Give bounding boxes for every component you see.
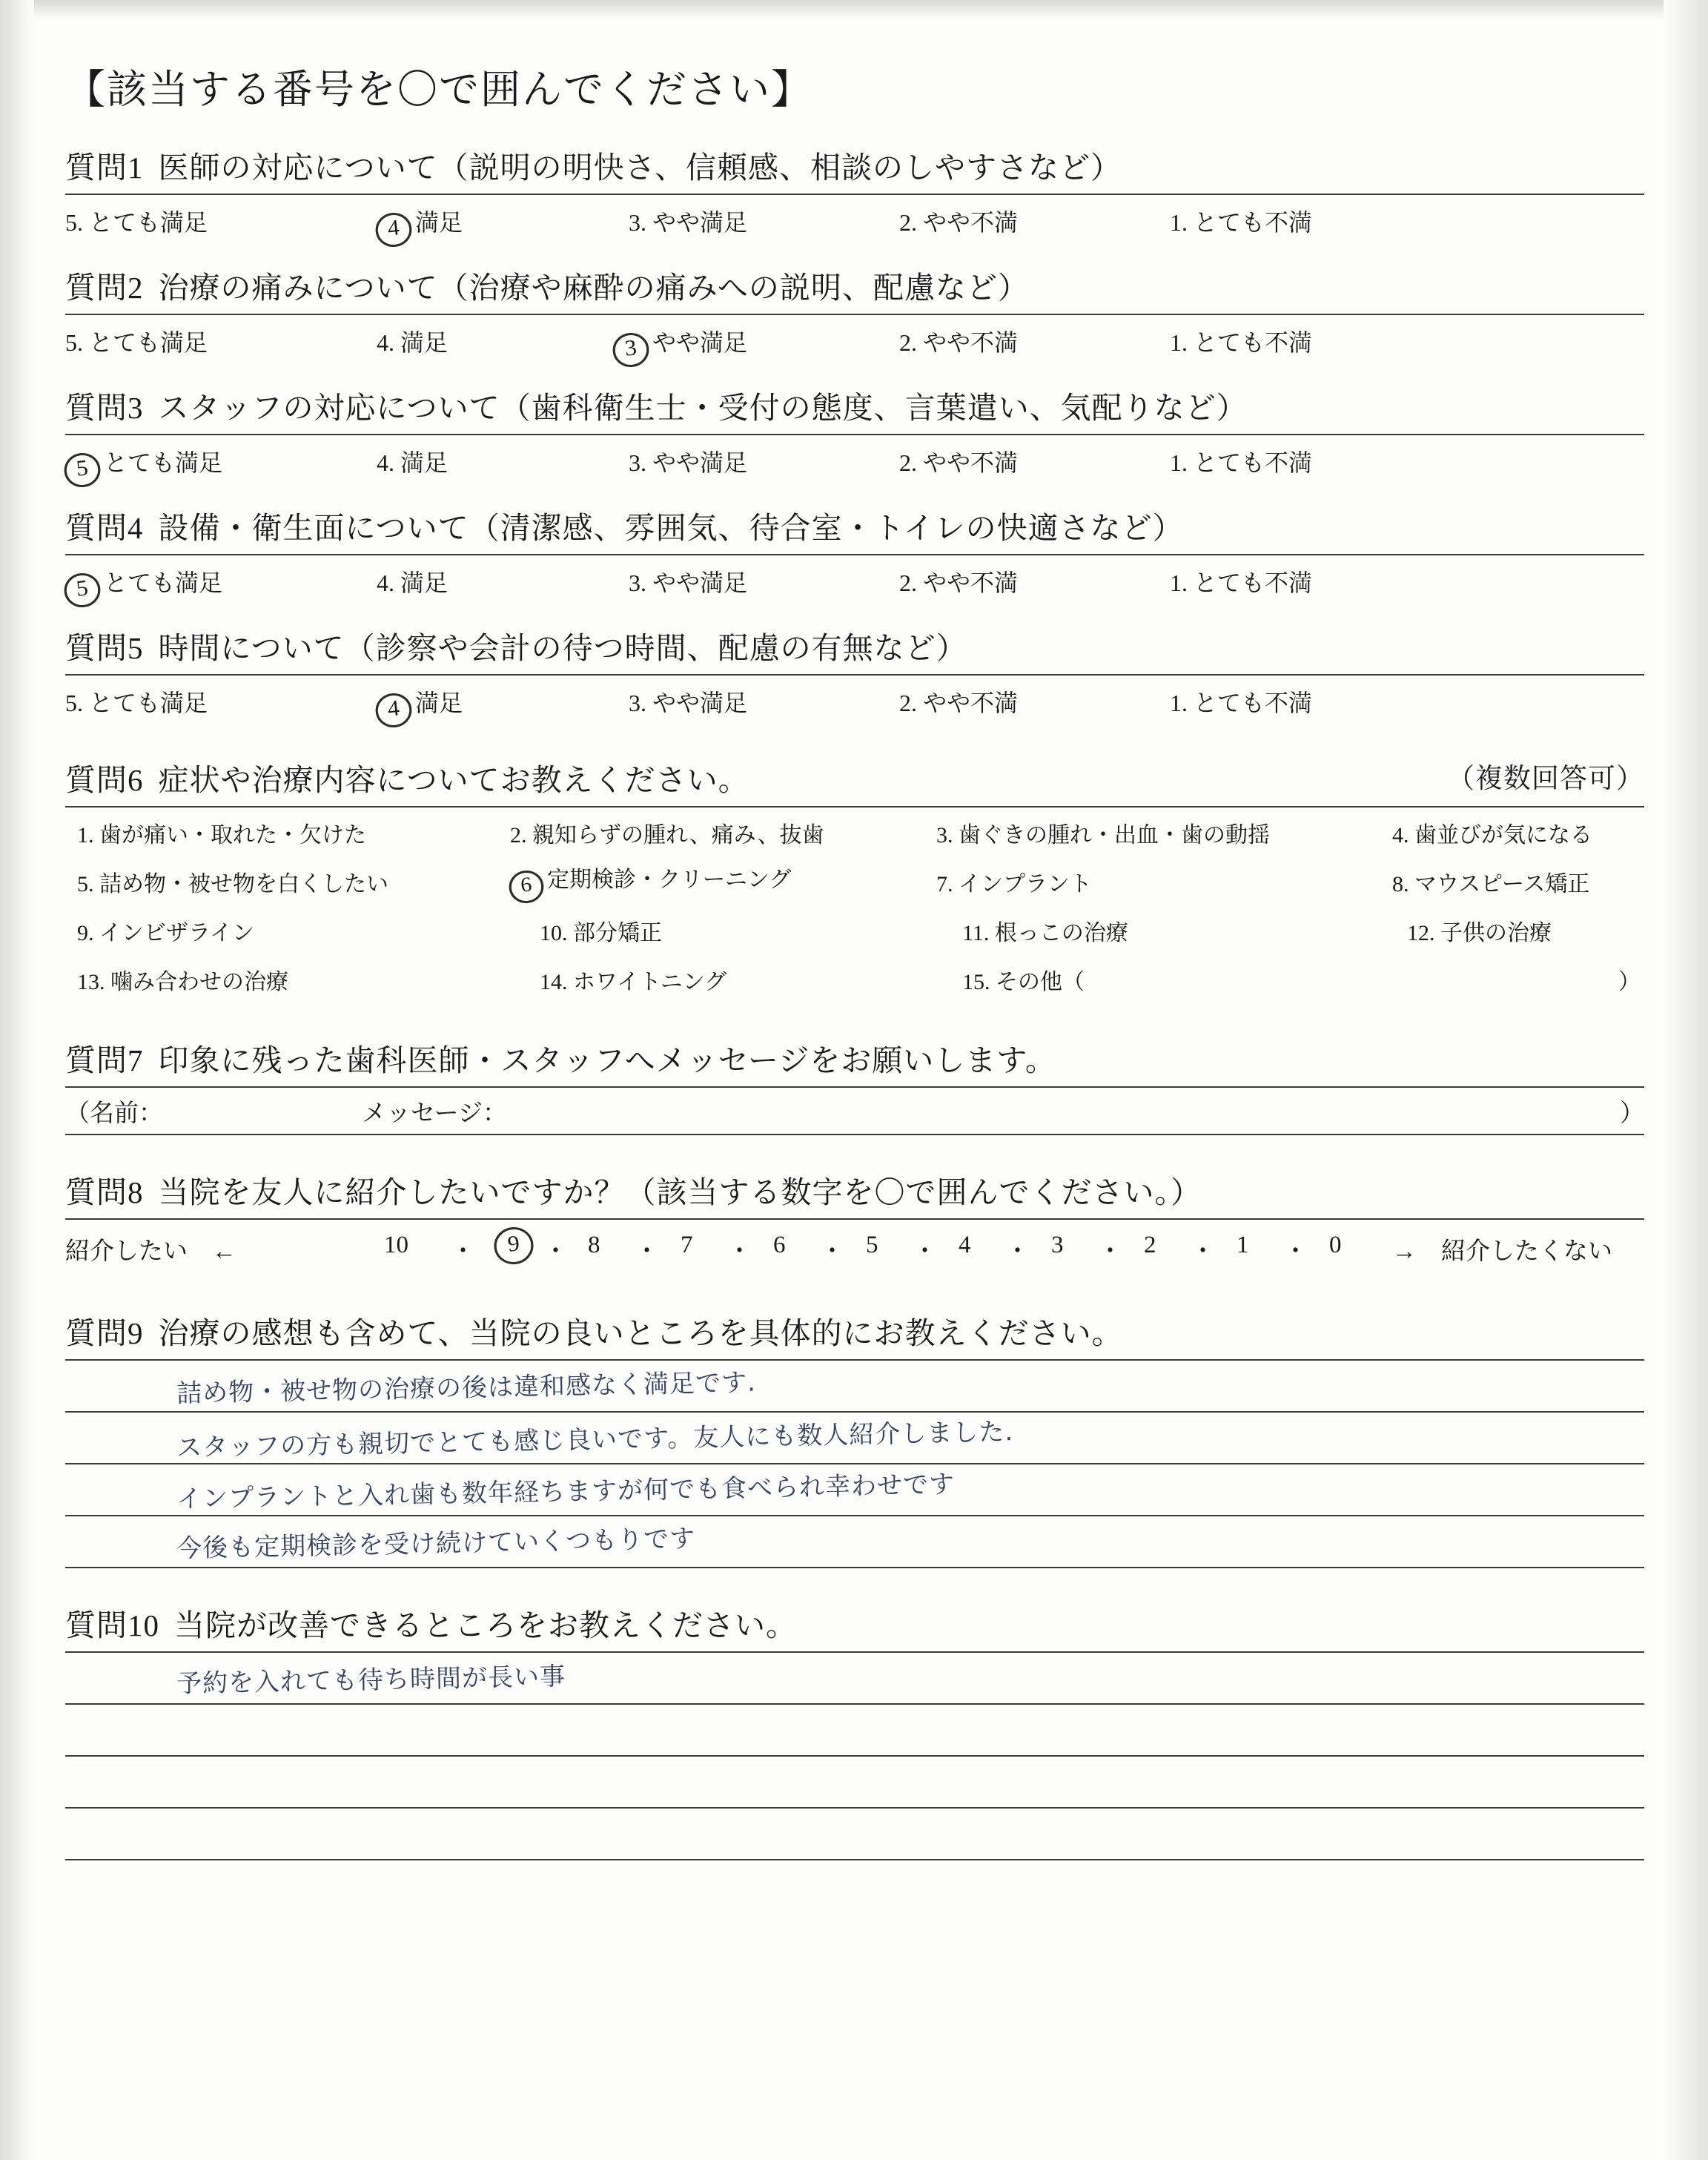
scale-option-3-text: やや満足	[652, 329, 748, 356]
question-5-text: 時間について（診察や会計の待つ時間、配慮の有無など）	[158, 631, 967, 665]
nps-dot: ・	[1005, 1238, 1030, 1265]
scale-option-3[interactable]: 3. やや満足	[629, 569, 748, 596]
question-6-heading	[65, 756, 1644, 806]
scale-option-2[interactable]: 2. やや不満	[899, 569, 1019, 596]
handwritten-answer: 今後も定期検診を受け続けていくつもりです	[176, 1524, 696, 1564]
circle-mark: 4	[374, 211, 413, 249]
answer-line[interactable]	[65, 1757, 1644, 1809]
question-9-text: 治療の感想も含めて、当院の良いところを具体的にお教えください。	[158, 1316, 1123, 1350]
question-9-label: 質問9	[65, 1316, 144, 1350]
question-block-1	[65, 143, 1644, 244]
scale-option-4-selected[interactable]	[377, 204, 463, 247]
circle-mark: 4	[374, 692, 413, 730]
scale-option-4-text: 満足	[415, 209, 463, 236]
question-7-answer-row[interactable]	[65, 1088, 1644, 1134]
circle-mark: 5	[62, 572, 102, 610]
question-3-scale	[65, 440, 1644, 484]
scale-option-2[interactable]: 2. やや不満	[899, 329, 1019, 356]
nps-option-4[interactable]: 4	[959, 1232, 971, 1258]
scale-option-4[interactable]: 4. 満足	[377, 329, 448, 356]
question-2-heading	[65, 263, 1644, 314]
answer-line[interactable]	[65, 1464, 1644, 1516]
scale-option-1[interactable]: 1. とても不満	[1170, 329, 1313, 356]
question-8-heading	[65, 1168, 1644, 1218]
option-5[interactable]: 5. 詰め物・被せ物を白くしたい	[77, 872, 388, 896]
question-1-label: 質問1	[65, 151, 144, 185]
question-1-scale	[65, 199, 1644, 244]
scale-option-3[interactable]: 3. やや満足	[629, 209, 748, 236]
scale-option-5-selected[interactable]	[65, 444, 222, 487]
question-6-options	[65, 816, 1644, 1009]
scale-option-3[interactable]: 3. やや満足	[629, 690, 748, 716]
question-3-heading	[65, 383, 1644, 434]
nps-option-10[interactable]: 10	[384, 1232, 408, 1258]
question-2-label: 質問2	[65, 271, 144, 305]
question-1-heading	[65, 143, 1644, 194]
circle-mark: 9	[492, 1225, 535, 1266]
question-6-label: 質問6	[65, 763, 144, 797]
nps-option-8[interactable]: 8	[588, 1232, 600, 1258]
divider	[65, 314, 1644, 315]
scan-edge-right	[1664, 0, 1708, 2160]
question-block-7	[65, 1036, 1644, 1135]
scale-option-5-selected[interactable]	[65, 564, 222, 607]
nps-dot: ・	[635, 1238, 659, 1265]
handwritten-answer: 予約を入れても待ち時間が長い事	[176, 1661, 566, 1700]
scale-option-2[interactable]: 2. やや不満	[899, 690, 1019, 716]
nps-left-label: 紹介したい ←	[65, 1238, 236, 1265]
nps-option-5[interactable]: 5	[866, 1232, 878, 1258]
circle-mark: 6	[508, 869, 546, 905]
question-8-text: 当院を友人に紹介したいですか？（該当する数字を〇で囲んでください。）	[158, 1175, 1202, 1209]
page-title: 【該当する番号を〇で囲んでください】	[65, 67, 812, 112]
close-paren: ）	[1620, 1100, 1644, 1127]
question-7-label: 質問7	[65, 1043, 144, 1077]
scale-option-1[interactable]: 1. とても不満	[1170, 449, 1313, 476]
nps-dot: ・	[913, 1238, 937, 1265]
scale-option-4-selected[interactable]	[377, 684, 463, 727]
question-5-heading	[65, 624, 1644, 674]
option-2[interactable]: 2. 親知らずの腫れ、痛み、抜歯	[510, 823, 824, 848]
question-block-9	[65, 1309, 1644, 1568]
nps-dot: ・	[727, 1238, 752, 1265]
question-9-heading	[65, 1309, 1644, 1359]
question-block-8	[65, 1168, 1644, 1275]
scale-option-2[interactable]: 2. やや不満	[899, 449, 1019, 476]
question-10-label: 質問10	[65, 1608, 159, 1642]
option-10[interactable]: 10. 部分矯正	[540, 921, 662, 945]
option-13[interactable]: 13. 噛み合わせの治療	[77, 970, 288, 994]
nps-dot: ・	[451, 1238, 475, 1265]
divider	[65, 434, 1644, 435]
option-7[interactable]: 7. インプラント	[936, 872, 1092, 896]
option-12[interactable]: 12. 子供の治療	[1407, 921, 1552, 945]
scale-option-4[interactable]: 4. 満足	[377, 449, 448, 476]
scale-option-5-text: とても満足	[104, 449, 223, 476]
scale-option-4[interactable]: 4. 満足	[377, 569, 448, 596]
question-block-10	[65, 1601, 1644, 1860]
nps-option-6[interactable]: 6	[773, 1232, 786, 1258]
handwritten-answer: インプラントと入れ歯も数年経ちますが何でも食べられ幸わせです	[176, 1469, 956, 1515]
question-8-scale	[65, 1226, 1644, 1275]
divider	[65, 1218, 1644, 1220]
nps-dot: ・	[543, 1238, 568, 1265]
circle-mark: 5	[62, 452, 102, 489]
divider	[65, 674, 1644, 676]
question-2-text: 治療の痛みについて（治療や麻酔の痛みへの説明、配慮など）	[158, 271, 1029, 305]
question-5-label: 質問5	[65, 631, 144, 665]
option-6-selected[interactable]: 6 定期検診・クリーニング	[510, 861, 791, 903]
option-4[interactable]: 4. 歯並びが気になる	[1392, 823, 1592, 848]
question-3-label: 質問3	[65, 391, 144, 425]
answer-line[interactable]	[65, 1516, 1644, 1568]
name-field-label: （名前：	[65, 1100, 163, 1127]
divider	[65, 554, 1644, 555]
question-8-label: 質問8	[65, 1175, 144, 1209]
question-5-scale	[65, 680, 1644, 724]
circle-mark: 3	[611, 331, 650, 369]
scale-option-3-selected[interactable]	[614, 324, 747, 367]
option-14[interactable]: 14. ホワイトニング	[540, 970, 727, 994]
question-10-text: 当院が改善できるところをお教えください。	[174, 1608, 797, 1642]
option-15[interactable]: 15. その他（	[962, 970, 1085, 994]
question-7-text: 印象に残った歯科医師・スタッフへメッセージをお願いします。	[158, 1043, 1056, 1077]
question-4-text: 設備・衛生面について（清潔感、雰囲気、待合室・トイレの快適さなど）	[158, 511, 1184, 545]
nps-option-9-selected[interactable]	[495, 1226, 537, 1264]
question-block-5	[65, 624, 1644, 724]
question-4-scale	[65, 560, 1644, 604]
scale-option-5[interactable]: 5. とても満足	[65, 329, 208, 356]
handwritten-answer: 詰め物・被せ物の治療の後は違和感なく満足です.	[176, 1367, 757, 1409]
option-11[interactable]: 11. 根っこの治療	[962, 921, 1128, 945]
scale-option-2[interactable]: 2. やや不満	[899, 209, 1019, 236]
question-4-heading	[65, 503, 1644, 554]
answer-line[interactable]	[65, 1413, 1644, 1464]
scan-edge-left	[0, 0, 34, 2160]
answer-line[interactable]	[65, 1809, 1644, 1860]
question-block-4	[65, 503, 1644, 604]
question-block-6	[65, 756, 1644, 1009]
nps-option-2[interactable]: 2	[1144, 1232, 1156, 1258]
option-8[interactable]: 8. マウスピース矯正	[1392, 872, 1590, 896]
survey-content	[65, 58, 1644, 1880]
question-3-text: スタッフの対応について（歯科衛生士・受付の態度、言葉遣い、気配りなど）	[158, 391, 1248, 425]
answer-line[interactable]	[65, 1361, 1644, 1413]
question-block-3	[65, 383, 1644, 484]
scale-option-5-text: とても満足	[104, 569, 223, 596]
question-7-heading	[65, 1036, 1644, 1086]
nps-dot: ・	[820, 1238, 844, 1265]
answer-line[interactable]	[65, 1653, 1644, 1705]
scan-edge-top	[0, 0, 1708, 19]
question-1-text: 医師の対応について（説明の明快さ、信頼感、相談のしやすさなど）	[158, 151, 1122, 185]
nps-dot: ・	[1283, 1238, 1308, 1265]
question-block-2	[65, 263, 1644, 364]
nps-dot: ・	[1191, 1238, 1215, 1265]
nps-option-1[interactable]: 1	[1237, 1232, 1249, 1258]
scale-option-5[interactable]: 5. とても満足	[65, 209, 208, 236]
question-2-scale	[65, 320, 1644, 364]
answer-line[interactable]	[65, 1705, 1644, 1757]
message-field-label: メッセージ：	[362, 1100, 508, 1127]
nps-option-7[interactable]: 7	[681, 1232, 693, 1258]
scale-option-1[interactable]: 1. とても不満	[1170, 569, 1313, 596]
nps-option-0[interactable]: 0	[1329, 1232, 1342, 1258]
scale-option-1[interactable]: 1. とても不満	[1170, 690, 1313, 716]
option-15-close: ）	[1618, 970, 1641, 994]
nps-right-label: → 紹介したくない	[1392, 1238, 1612, 1265]
scale-option-4-text: 満足	[415, 690, 463, 716]
scale-option-3[interactable]: 3. やや満足	[629, 449, 748, 476]
question-6-text: 症状や治療内容についてお教えください。	[158, 763, 749, 797]
nps-dot: ・	[1098, 1238, 1122, 1265]
scale-option-5[interactable]: 5. とても満足	[65, 690, 208, 716]
option-9[interactable]: 9. インビザライン	[77, 921, 255, 945]
question-10-heading	[65, 1601, 1644, 1651]
divider	[65, 1134, 1644, 1135]
scale-option-1[interactable]: 1. とても不満	[1170, 209, 1313, 236]
divider	[65, 194, 1644, 195]
nps-option-3[interactable]: 3	[1051, 1232, 1064, 1258]
question-6-note: （複数回答可）	[1447, 764, 1644, 794]
option-1[interactable]: 1. 歯が痛い・取れた・欠けた	[77, 823, 366, 848]
handwritten-answer: スタッフの方も親切でとても感じ良いです。友人にも数人紹介しました.	[176, 1417, 1014, 1463]
question-4-label: 質問4	[65, 511, 144, 545]
divider	[65, 806, 1644, 807]
option-3[interactable]: 3. 歯ぐきの腫れ・出血・歯の動揺	[936, 823, 1270, 848]
